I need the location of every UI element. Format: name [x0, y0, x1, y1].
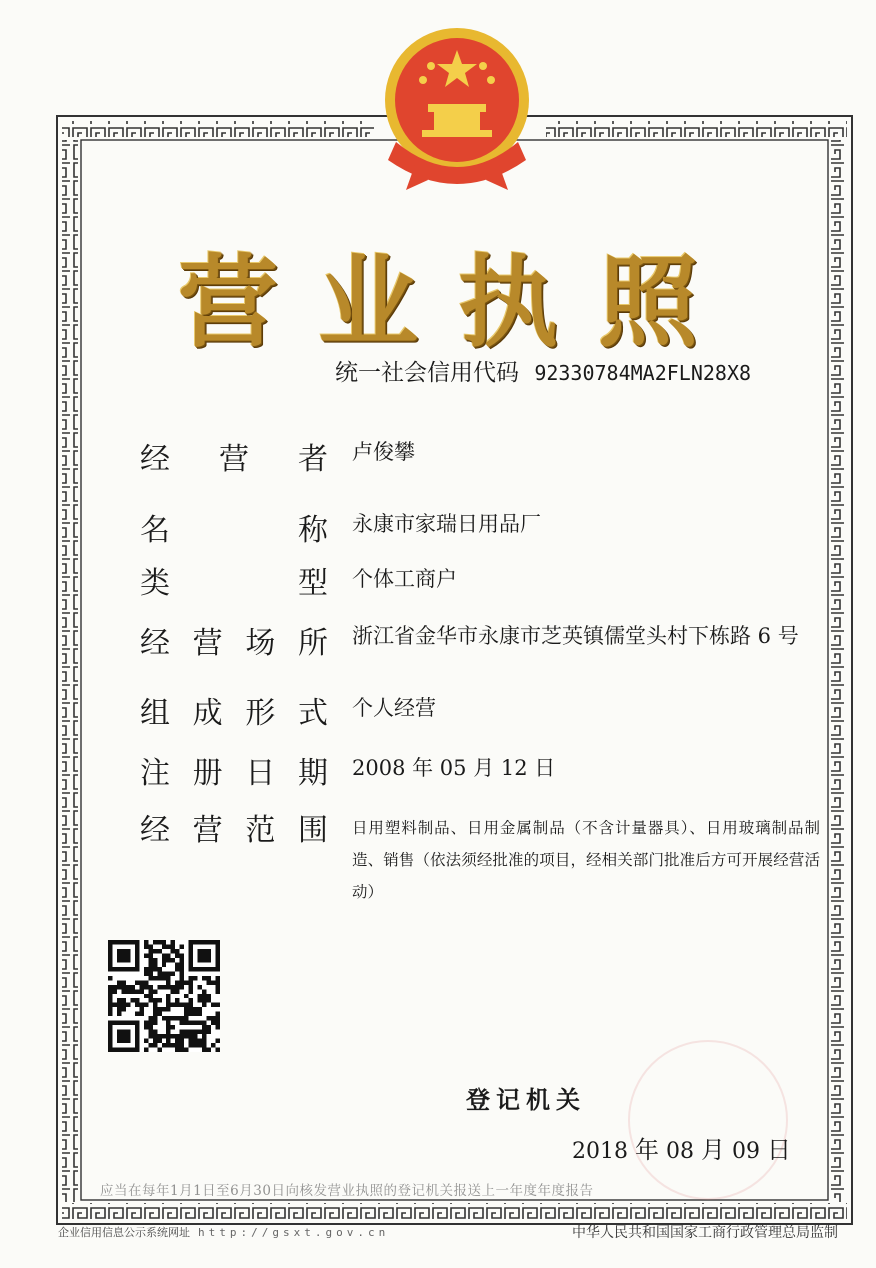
label-char: 注 — [140, 756, 170, 791]
reg-date-value: 2008 年 05 月 12 日 — [352, 756, 556, 780]
credit-code-value: 92330784MA2FLN28X8 — [534, 361, 752, 385]
label-char: 期 — [297, 756, 328, 791]
reg-year: 2018 — [572, 1139, 628, 1164]
type-label — [140, 558, 328, 602]
label-char: 形 — [245, 696, 276, 731]
annual-report-notice: 应当在每年1月1日至6月30日向核发营业执照的登记机关报送上一年度年度报告 — [100, 1183, 594, 1199]
premises-value: 浙江省金华市永康市芝英镇儒堂头村下栋路 6 号 — [352, 624, 799, 648]
label-char: 所 — [297, 626, 328, 661]
label-char: 组 — [140, 696, 170, 731]
operator-value: 卢俊攀 — [352, 440, 415, 464]
label-char: 日 — [245, 756, 276, 791]
label-char: 经 — [140, 813, 170, 848]
registration-date — [572, 1130, 791, 1165]
credit-code-row — [335, 354, 751, 387]
footer-right: 中华人民共和国国家工商行政管理总局监制 — [572, 1225, 838, 1241]
national-emblem — [376, 22, 538, 194]
form-label — [140, 688, 328, 732]
label-char: 营 — [219, 442, 249, 477]
name-label — [140, 505, 328, 549]
footer-left-url: http://gsxt.gov.cn — [198, 1226, 390, 1239]
type-value: 个体工商户 — [352, 567, 457, 591]
label-char: 营 — [192, 626, 223, 661]
scope-value: 日用塑料制品、日用金属制品（不含计量器具）、日用玻璃制品制造、销售（依法须经批准的项目，经相关部门批准后方可开展经营活动） — [352, 819, 820, 901]
label-char: 名 — [140, 513, 170, 548]
label-char: 册 — [192, 756, 223, 791]
label-char: 成 — [192, 696, 223, 731]
premises-label — [140, 618, 328, 662]
scope-label — [140, 805, 328, 849]
label-char: 场 — [245, 626, 276, 661]
label-char: 范 — [245, 813, 276, 848]
label-char: 营 — [192, 813, 223, 848]
registration-authority-label: 登记机关 — [466, 1085, 586, 1114]
label-char: 类 — [140, 566, 170, 601]
label-char: 者 — [298, 442, 328, 477]
reg-day: 09 — [732, 1139, 760, 1164]
label-char: 式 — [297, 696, 328, 731]
official-seal-faint — [628, 1040, 788, 1200]
name-value: 永康市家瑞日用品厂 — [352, 512, 541, 536]
operator-label — [140, 434, 328, 478]
reg-year-unit: 年 — [635, 1136, 659, 1164]
label-char: 经 — [140, 442, 170, 477]
label-char: 称 — [298, 513, 328, 548]
reg-month-unit: 月 — [701, 1136, 725, 1164]
qr-code — [108, 940, 220, 1052]
reg-date-label — [140, 748, 328, 792]
form-value: 个人经营 — [352, 696, 436, 720]
label-char: 型 — [298, 566, 328, 601]
certificate-title: 营业执照 — [178, 243, 738, 361]
label-char: 经 — [140, 626, 170, 661]
footer-left — [58, 1224, 389, 1240]
reg-day-unit: 日 — [767, 1136, 791, 1164]
credit-code-label: 统一社会信用代码 — [335, 360, 519, 386]
reg-month: 08 — [666, 1139, 694, 1164]
footer-left-label: 企业信用信息公示系统网址 — [58, 1226, 190, 1239]
label-char: 围 — [297, 813, 328, 848]
